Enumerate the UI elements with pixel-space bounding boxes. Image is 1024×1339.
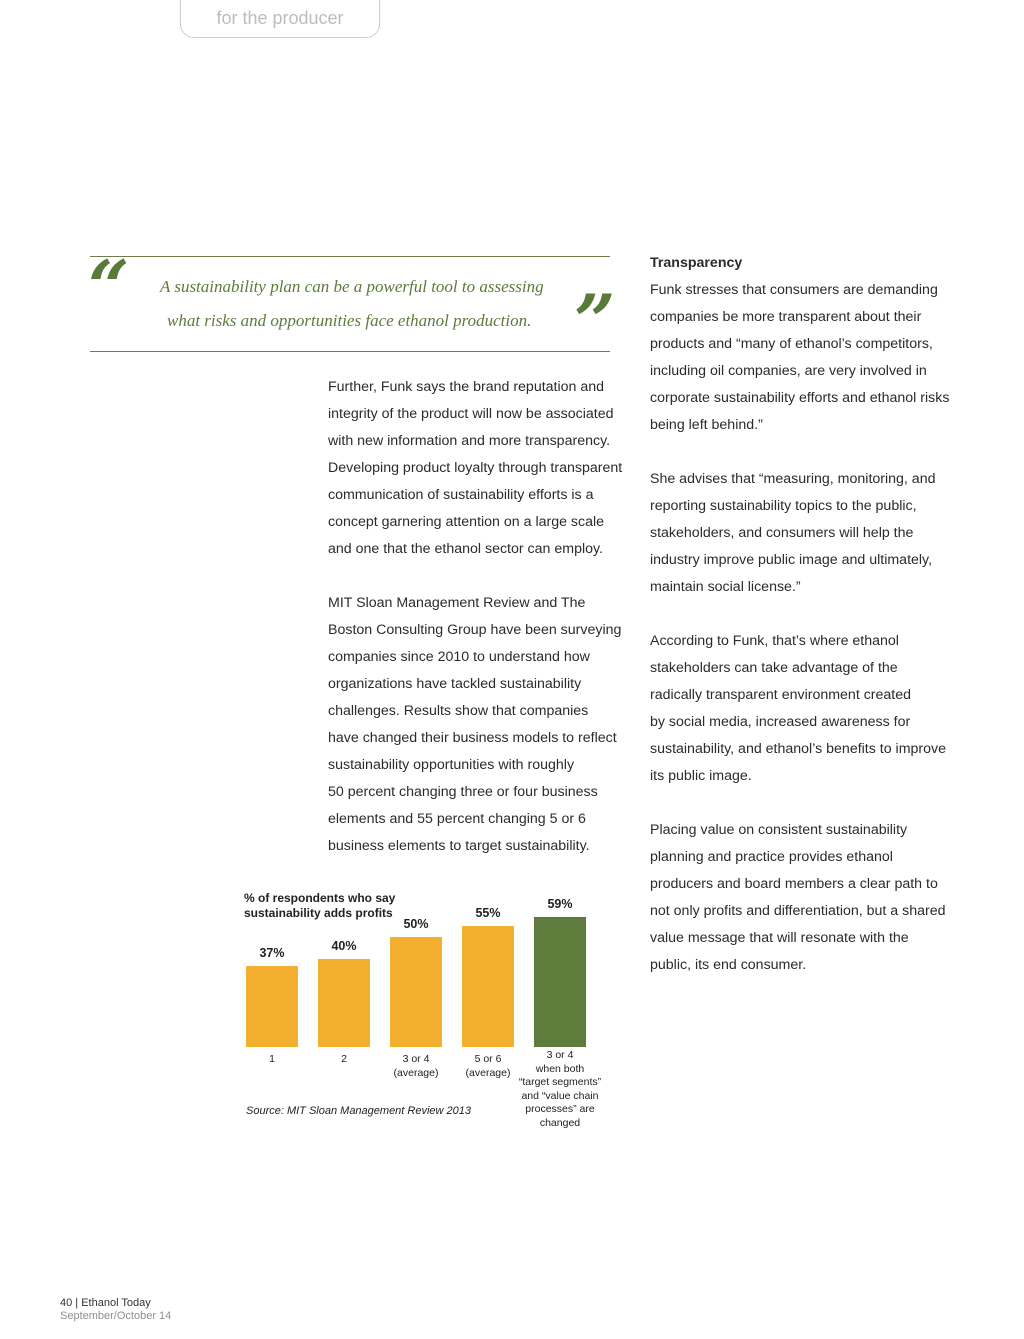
chart-title-line-2: sustainability adds profits [244, 906, 393, 920]
chart-category-text: processes” are [525, 1103, 595, 1115]
right-column-text-line: including oil companies, are very involved in [650, 363, 927, 379]
right-column-text-line: industry improve public image and ultimately, [650, 552, 933, 568]
middle-column-text-line: Boston Consulting Group have been surveying [328, 622, 622, 638]
middle-column [328, 374, 623, 887]
right-column-text-line: value message that will resonate with the [650, 930, 909, 946]
right-column-text-line: corporate sustainability efforts and ethanol risks [650, 390, 950, 406]
chart-category-text: 3 or 4 [546, 1049, 574, 1061]
section-tab [180, 0, 380, 38]
right-column-text-line: not only profits and differentiation, but a shared [650, 903, 946, 919]
chart-category-text: (average) [465, 1066, 511, 1079]
section-tab-label: for the producer [216, 8, 344, 28]
right-column-text-line: sustainability, and ethanol’s benefits to improve [650, 741, 947, 757]
middle-column-text-line: challenges. Results show that companies [328, 703, 589, 719]
open-quote-icon: “ [88, 244, 130, 329]
chart-bar [246, 966, 298, 1047]
right-column-text-line: According to Funk, that’s where ethanol [650, 633, 899, 649]
right-column-text-line: being left behind.” [650, 417, 763, 433]
chart-title-line-1: % of respondents who say [244, 891, 396, 905]
chart-category-label [515, 1049, 605, 1130]
pull-quote [88, 244, 616, 363]
right-column-text-line: producers and board members a clear path to [650, 876, 938, 892]
right-column-text-line: Funk stresses that consumers are demanding [650, 282, 938, 298]
middle-column-text-line: business elements to target sustainability. [328, 838, 590, 854]
right-column-text-line: its public image. [650, 768, 752, 784]
right-column-text-line: stakeholders can take advantage of the [650, 660, 898, 676]
right-column-text-line: maintain social license.” [650, 579, 801, 595]
chart-value-label: 59% [547, 897, 573, 912]
chart-bar [390, 937, 442, 1047]
footer-page-number: 40 | Ethanol Today [60, 1297, 151, 1309]
middle-column-text-line: Further, Funk says the brand reputation and [328, 379, 605, 395]
chart-source: Source: MIT Sloan Management Review 2013 [246, 1105, 472, 1117]
profits-bar-chart [230, 885, 630, 1145]
chart-bar [534, 917, 586, 1047]
right-column-text-line: Placing value on consistent sustainability [650, 822, 908, 838]
right-column [650, 250, 950, 1006]
middle-column-text-line: with new information and more transparency. [328, 433, 611, 449]
chart-category-text: 2 [341, 1053, 347, 1065]
middle-column-text-line: concept garnering attention on a large scale [328, 514, 605, 530]
chart-title [244, 891, 395, 921]
right-column-paragraph [650, 817, 950, 979]
transparency-heading: Transparency [650, 255, 743, 271]
middle-column-text-line: communication of sustainability efforts is a [328, 487, 594, 503]
right-column-text-line: stakeholders, and consumers will help the [650, 525, 914, 541]
right-column-paragraph [650, 466, 950, 601]
close-quote-icon: ” [574, 278, 616, 363]
pull-quote-line-1: A sustainability plan can be a powerful tool to assessing [160, 277, 544, 296]
middle-column-text-line: sustainability opportunities with roughly [328, 757, 575, 773]
chart-value-label: 40% [331, 939, 357, 953]
middle-column-text-line: and one that the ethanol sector can employ. [328, 541, 603, 557]
right-column-text-line: products and “many of ethanol’s competitors, [650, 336, 933, 352]
chart-category-text: when both [535, 1062, 585, 1075]
pull-quote-line-2: what risks and opportunities face ethanol production. [167, 311, 532, 330]
middle-column-text-line: Developing product loyalty through transparent [328, 460, 623, 476]
chart-bar [462, 926, 514, 1047]
middle-column-text-line: integrity of the product will now be associated [328, 406, 614, 422]
right-column-text-line: planning and practice provides ethanol [650, 849, 893, 865]
right-column-text-line: radically transparent environment created [650, 687, 912, 703]
page-footer [60, 1297, 171, 1323]
right-column-text-line: She advises that “measuring, monitoring, and [650, 471, 936, 487]
middle-column-paragraph [328, 590, 622, 860]
chart-category-text: “target segments” [518, 1076, 602, 1088]
right-column-text-line: by social media, increased awareness for [650, 714, 911, 730]
right-column-paragraph [650, 628, 950, 790]
middle-column-paragraph [328, 374, 623, 563]
chart-category-text: 3 or 4 [402, 1053, 430, 1065]
chart-category-text: (average) [393, 1066, 439, 1079]
chart-category-text: changed [539, 1116, 581, 1129]
right-column-text-line: companies be more transparent about their [650, 309, 922, 325]
middle-column-text-line: MIT Sloan Management Review and The [328, 595, 586, 611]
middle-column-text-line: organizations have tackled sustainability [328, 676, 582, 692]
middle-column-text-line: have changed their business models to reflect [328, 730, 617, 746]
right-column-text-line: reporting sustainability topics to the public, [650, 498, 917, 514]
chart-category-text: and “value chain [521, 1089, 599, 1102]
right-column-text-line: public, its end consumer. [650, 957, 807, 973]
chart-bar [318, 959, 370, 1047]
chart-category-text: 1 [269, 1053, 275, 1065]
chart-value-label: 50% [403, 917, 429, 931]
chart-value-label: 37% [259, 945, 285, 960]
chart-value-label: 55% [475, 906, 501, 920]
right-column-paragraph [650, 277, 950, 439]
footer-issue-date: September/October 14 [60, 1310, 172, 1322]
middle-column-text-line: companies since 2010 to understand how [328, 649, 590, 665]
chart-category-text: 5 or 6 [474, 1053, 502, 1065]
middle-column-text-line: 50 percent changing three or four business [328, 784, 598, 800]
middle-column-text-line: elements and 55 percent changing 5 or 6 [328, 811, 586, 827]
